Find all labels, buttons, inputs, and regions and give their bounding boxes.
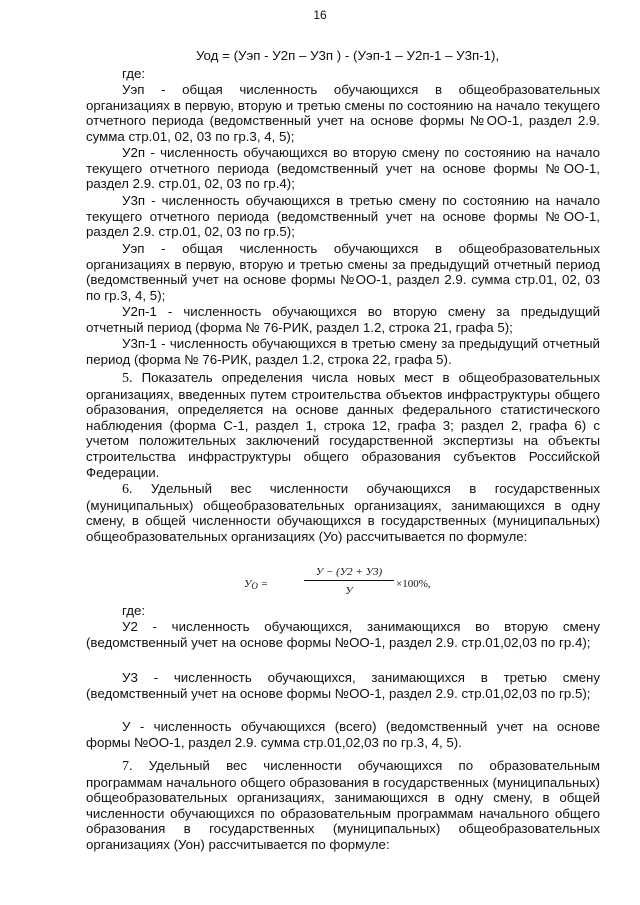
paragraph-item-7 <box>86 758 600 853</box>
item-text: Удельный вес численности обучающихся по образовательным программам начального общего образования в государственных (муниципальных) общеобразовательных организациях, занимающихся в одну смену, в общей численности обучающихся по образовательным программам начального общего образования в государственных (муниципальных) общеобразовательных организациях (Уон) рассчитывается по формуле: <box>86 758 600 852</box>
definition-text: - общая численность обучающихся в общеобразовательных организациях в первую, вторую и третью смены за предыдущий отчетный период (ведомственный учет на основе формы №ОО-1, раздел 2.9. сумма стр.01, 02, 03 по гр.3, 4, 5); <box>86 241 600 303</box>
item-text: Удельный вес численности обучающихся в государственных (муниципальных) общеобразовательных организациях, занимающихся в одну смену, в общей численности обучающихся в государственных (муниципальных) общеобразовательных организациях (Уо) рассчитывается по формуле: <box>86 481 600 544</box>
page-number: 16 <box>313 8 327 22</box>
definition-symbol: Уэп <box>122 241 145 256</box>
definition-u2 <box>86 619 600 650</box>
definition-u2p <box>86 145 600 192</box>
definition-u3p <box>86 193 600 240</box>
where-label-2: где: <box>122 603 146 618</box>
paragraph-item-6 <box>86 481 600 544</box>
definition-text: - численность обучающихся в третью смену по состоянию на начало текущего отчетного периода (ведомственный учет на основе формы №ОО-1, раздел 2.9. стр.01, 02, 03 по гр.5); <box>86 193 600 240</box>
formula-uod: Уод = (Уэп - У2п – У3п ) - (Уэп-1 – У2п-1 – У3п-1), <box>196 48 500 63</box>
definition-text: - численность обучающихся, занимающихся во вторую смену (ведомственный учет на основе формы №ОО-1, раздел 2.9. стр.01,02,03 по гр.4); <box>86 619 600 650</box>
definition-u3p-prev <box>86 336 600 367</box>
definition-u3 <box>86 670 600 701</box>
item-text: Показатель определения числа новых мест в общеобразовательных организациях, введенных путем строительства объектов инфраструктуры общего образования, определяется на основе данных федерального статистического наблюдения (форма С-1, раздел 1, строка 12, графа 3; раздел 2, графа 6) с учетом положительных заключений государственной экспертизы на объекты строительства инфраструктуры общего образования субъектов Российской Федерации. <box>86 370 600 480</box>
definition-text: - численность обучающихся во вторую смену по состоянию на начало текущего отчетного периода (ведомственный учет на основе формы №ОО-1, раздел 2.9. стр.01, 02, 03 по гр.4); <box>86 145 600 192</box>
definition-symbol: У <box>122 719 131 734</box>
definition-text: - численность обучающихся во вторую смену за предыдущий отчетный период (форма № 76-РИК, раздел 1.2, строка 21, графа 5); <box>86 304 600 335</box>
definition-u2p-prev <box>86 304 600 335</box>
item-number: 6. <box>122 482 133 497</box>
paragraph-item-5 <box>86 370 600 480</box>
definition-uep <box>86 82 600 144</box>
definition-text: - численность обучающихся (всего) (ведомственный учет на основе формы №ОО-1, раздел 2.9. сумма стр.01,02,03 по гр.3, 4, 5). <box>86 719 600 750</box>
definition-symbol: Уэп <box>122 82 145 97</box>
formula-lhs: $У_О$ = <box>244 578 269 591</box>
definition-uep-prev <box>86 241 600 303</box>
definition-symbol: У2 <box>122 619 138 634</box>
definition-u-total <box>86 719 600 750</box>
formula-denominator: У <box>345 585 353 597</box>
item-number: 5. <box>122 371 133 386</box>
formula-rhs: ×100%, <box>396 578 431 590</box>
where-label: где: <box>122 66 146 81</box>
item-number: 7. <box>122 759 133 774</box>
definition-symbol: У2п <box>122 145 146 160</box>
definition-text: - общая численность обучающихся в общеобразовательных организациях в первую, вторую и третью смены по состоянию на начало текущего отчетного периода (ведомственный учет на основе формы №ОО-1, раздел 2.9. сумма стр.01, 02, 03 по гр.3, 4, 5); <box>86 82 600 144</box>
definition-symbol: У3п-1 <box>122 336 157 351</box>
definition-symbol: У3 <box>122 670 138 685</box>
definition-text: - численность обучающихся, занимающихся в третью смену (ведомственный учет на основе формы №ОО-1, раздел 2.9. стр.01,02,03 по гр.5); <box>86 670 600 701</box>
definition-text: - численность обучающихся в третью смену за предыдущий отчетный период (форма № 76-РИК, раздел 1.2, строка 22, графа 5). <box>86 336 600 367</box>
fraction-bar <box>304 580 394 581</box>
formula-uo <box>244 564 544 604</box>
formula-numerator: У − (У2 + У3) <box>315 566 383 578</box>
definition-symbol: У3п <box>122 193 146 208</box>
definition-symbol: У2п-1 <box>122 304 157 319</box>
